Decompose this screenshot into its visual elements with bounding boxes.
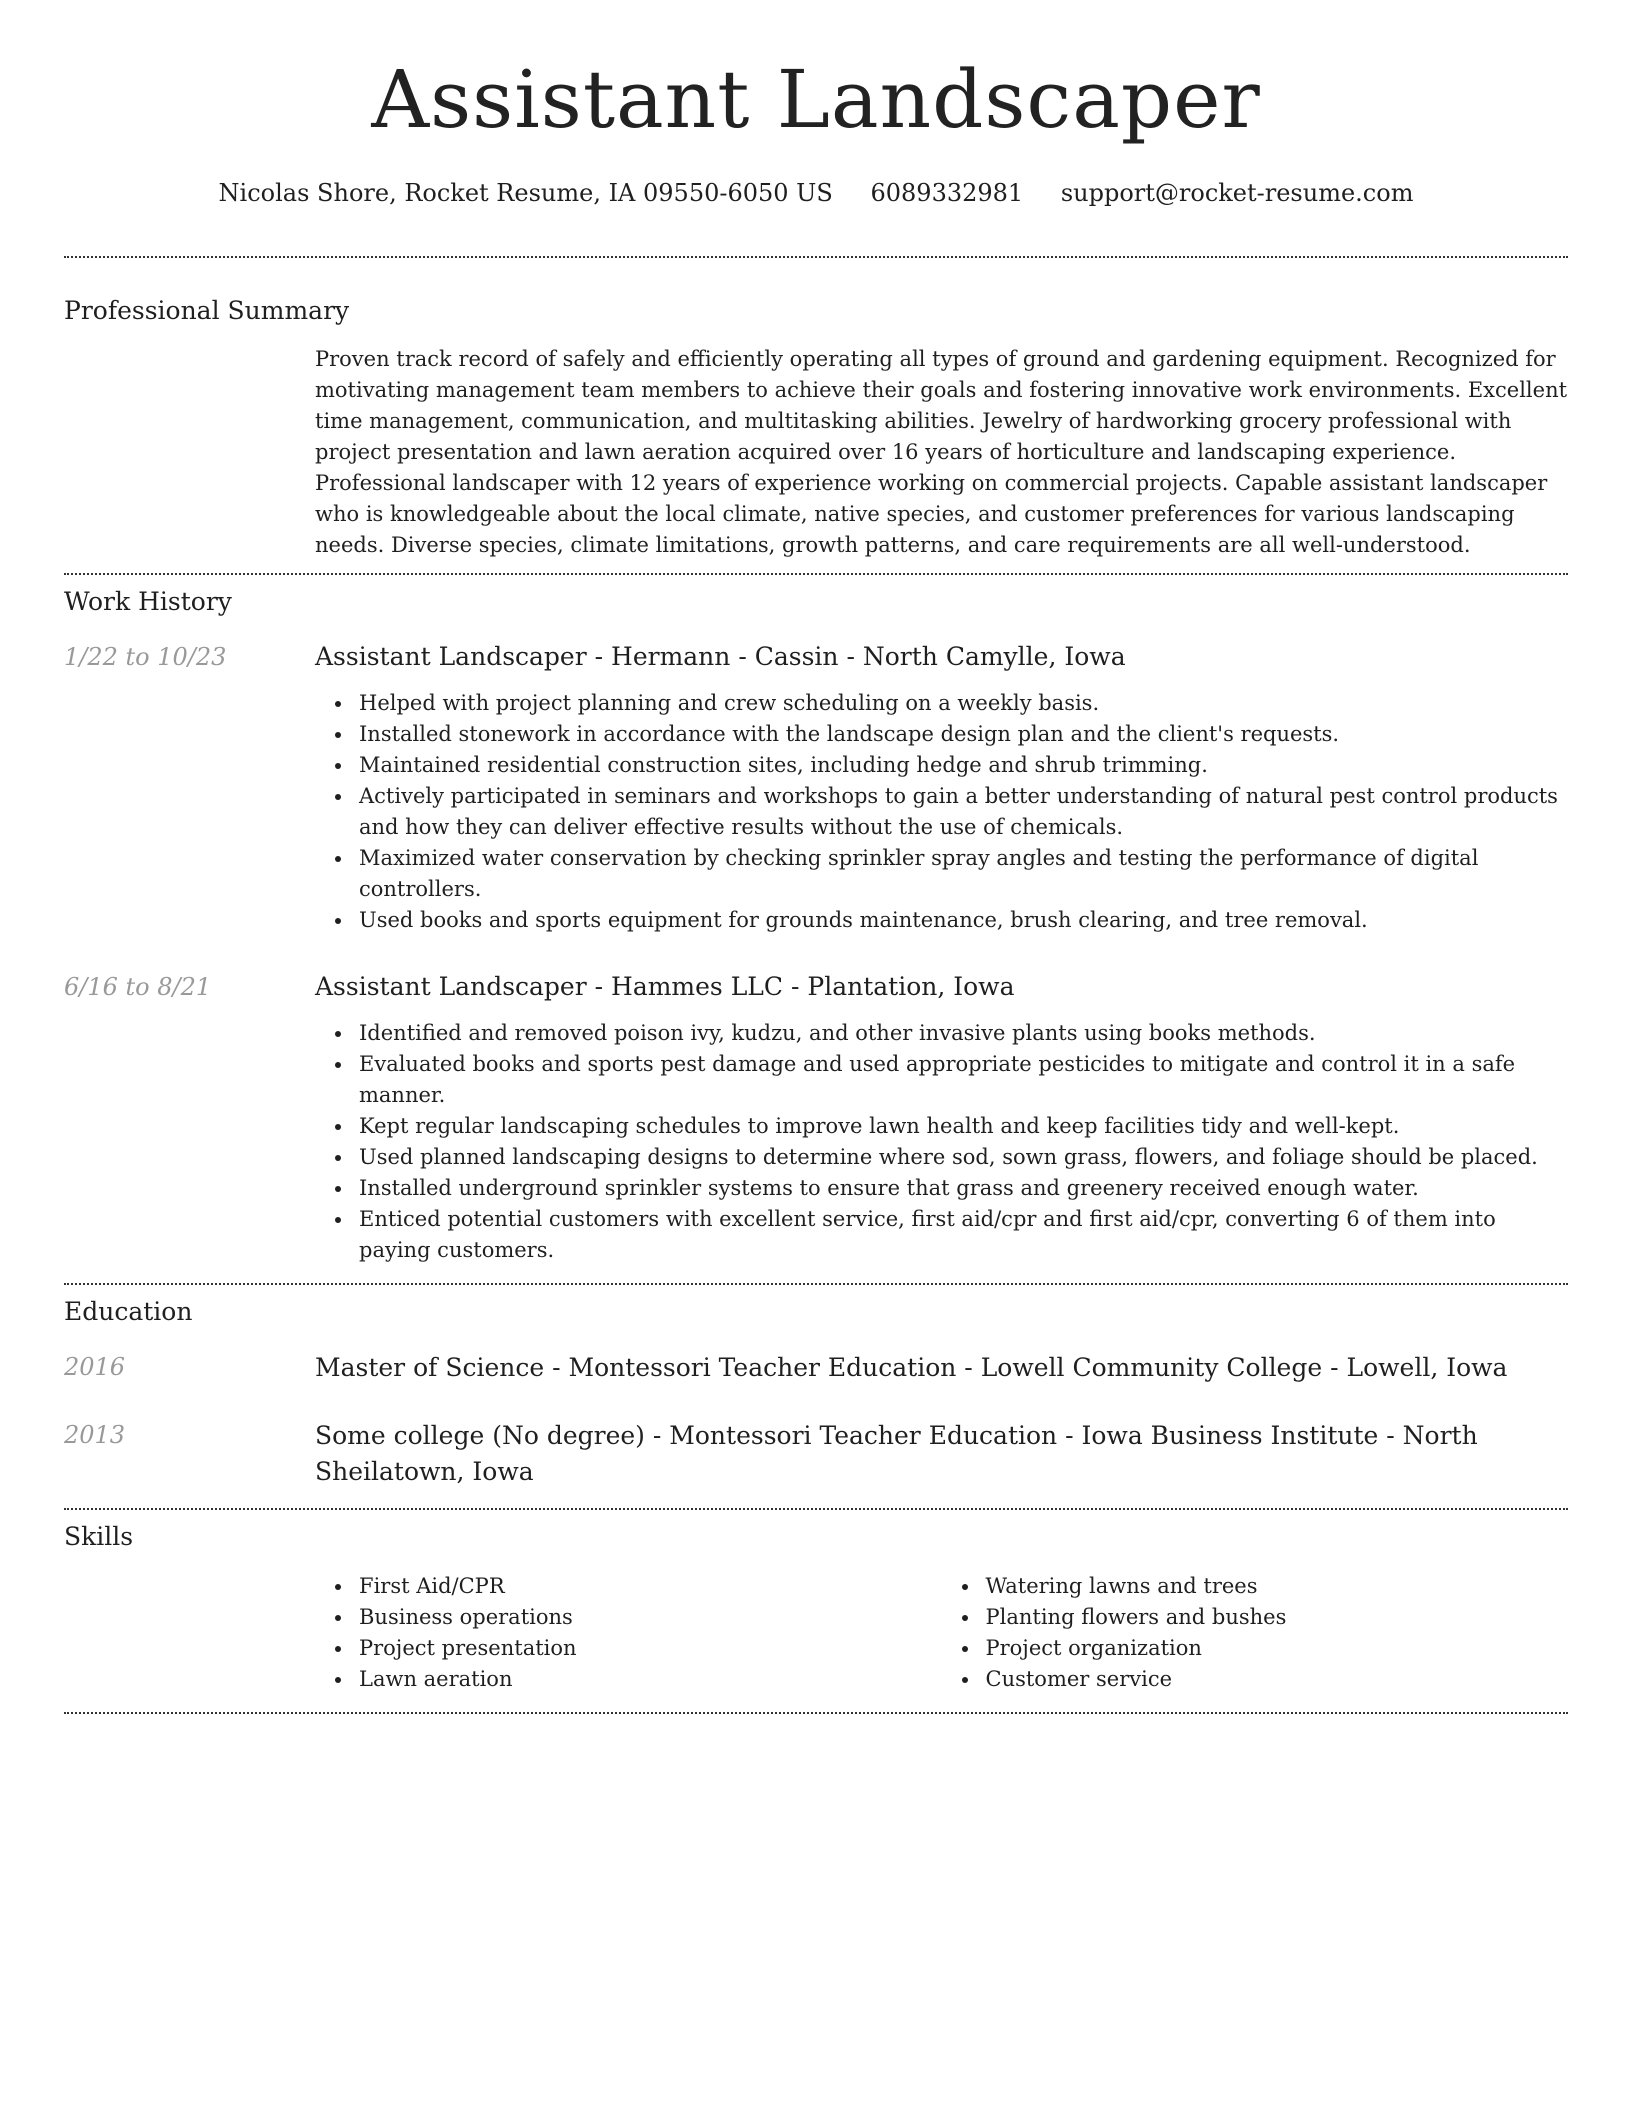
list-item: Helped with project planning and crew scheduling on a weekly basis.: [359, 688, 1568, 719]
skill-item: Planting flowers and bushes: [986, 1602, 1569, 1633]
skill-item: Business operations: [359, 1602, 942, 1633]
job-heading: Assistant Landscaper - Hammes LLC - Plantation, Iowa: [315, 972, 1015, 1001]
divider: [64, 573, 1568, 575]
education-year: 2013: [64, 1421, 126, 1449]
job-entry: [64, 640, 1568, 936]
resume-page: [64, 0, 1568, 1714]
list-item: Maintained residential construction sites, including hedge and shrub trimming.: [359, 750, 1568, 781]
skills-column-2: [942, 1571, 1569, 1695]
contact-phone: 6089332981: [870, 179, 1024, 207]
skills-column-1: [315, 1571, 942, 1695]
job-bullets: [315, 1018, 1568, 1266]
job-dates: 1/22 to 10/23: [64, 643, 227, 671]
divider: [64, 1283, 1568, 1285]
list-item: Used books and sports equipment for grounds maintenance, brush clearing, and tree removal.: [359, 905, 1568, 936]
job-heading: Assistant Landscaper - Hermann - Cassin - North Camylle, Iowa: [315, 642, 1126, 671]
education-year: 2016: [64, 1353, 126, 1381]
section-title-summary: Professional Summary: [64, 296, 350, 325]
section-title-education: Education: [64, 1297, 193, 1326]
skill-item: Project organization: [986, 1633, 1569, 1664]
skill-item: Watering lawns and trees: [986, 1571, 1569, 1602]
job-dates: 6/16 to 8/21: [64, 973, 212, 1001]
skills-list: [315, 1571, 1568, 1695]
contact-line: [64, 178, 1568, 208]
list-item: Installed underground sprinkler systems to ensure that grass and greenery received enough water.: [359, 1173, 1568, 1204]
section-title-skills: Skills: [64, 1522, 134, 1551]
list-item: Maximized water conservation by checking sprinkler spray angles and testing the performance of digital controllers.: [359, 843, 1568, 905]
skill-item: Customer service: [986, 1664, 1569, 1695]
list-item: Installed stonework in accordance with the landscape design plan and the client's requests.: [359, 719, 1568, 750]
contact-address: Nicolas Shore, Rocket Resume, IA 09550-6050 US: [218, 179, 833, 207]
skill-item: First Aid/CPR: [359, 1571, 942, 1602]
list-item: Kept regular landscaping schedules to improve lawn health and keep facilities tidy and well-kept.: [359, 1111, 1568, 1142]
skill-item: Lawn aeration: [359, 1664, 942, 1695]
divider: [64, 1712, 1568, 1714]
list-item: Enticed potential customers with excellent service, first aid/cpr and first aid/cpr, converting 6 of them into paying customers.: [359, 1204, 1568, 1266]
list-item: Evaluated books and sports pest damage and used appropriate pesticides to mitigate and control it in a safe manner.: [359, 1049, 1568, 1111]
list-item: Used planned landscaping designs to determine where sod, sown grass, flowers, and foliage should be placed.: [359, 1142, 1568, 1173]
skill-item: Project presentation: [359, 1633, 942, 1664]
divider: [64, 1508, 1568, 1510]
summary-row: [64, 344, 1568, 561]
list-item: Identified and removed poison ivy, kudzu, and other invasive plants using books methods.: [359, 1018, 1568, 1049]
divider: [64, 256, 1568, 258]
section-title-work: Work History: [64, 587, 232, 616]
education-entry: [64, 1418, 1568, 1490]
education-text: Master of Science - Montessori Teacher Education - Lowell Community College - Lowell, Iowa: [315, 1353, 1508, 1382]
resume-name: Assistant Landscaper: [371, 53, 1261, 146]
list-item: Actively participated in seminars and workshops to gain a better understanding of natural pest control products and how they can deliver effective results without the use of chemicals.: [359, 781, 1568, 843]
education-text: Some college (No degree) - Montessori Teacher Education - Iowa Business Institute - North Sheilatown, Iowa: [315, 1421, 1478, 1486]
job-bullets: [315, 688, 1568, 936]
contact-email: support@rocket-resume.com: [1060, 179, 1414, 207]
skills-row: [64, 1571, 1568, 1695]
job-entry: [64, 970, 1568, 1266]
education-entry: [64, 1350, 1568, 1386]
summary-text: Proven track record of safely and efficiently operating all types of ground and gardening equipment. Recognized for motivating management team members to achieve their goals and fostering innovative work environments. Excellent time management, communication, and multitasking abilities. Jewelry of hardworking grocery professional with project presentation and lawn aeration acquired over 16 years of horticulture and landscaping experience. Professional landscaper with 12 years of experience working on commercial projects. Capable assistant landscaper who is knowledgeable about the local climate, native species, and customer preferences for various landscaping needs. Diverse species, climate limitations, growth patterns, and care requirements are all well-understood.: [315, 347, 1568, 557]
